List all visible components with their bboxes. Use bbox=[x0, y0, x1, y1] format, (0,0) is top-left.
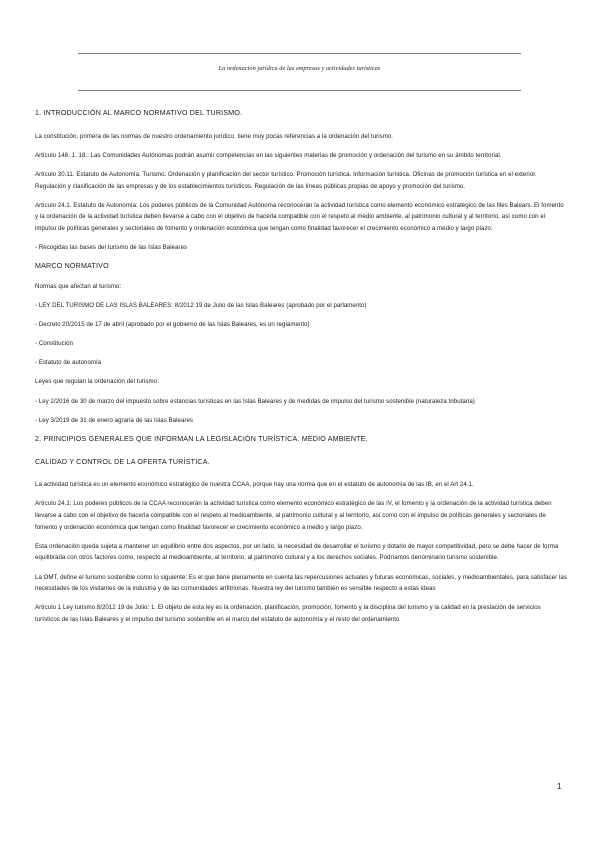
list-item: - Ley 3/2019 de 31 de enero agraria de las Islas Baleares bbox=[35, 416, 194, 424]
section-2-heading: 2. PRINCIPIOS GENERALES QUE INFORMAN LA LEGISLACIÓN TURÍSTICA. MEDIO AMBIENTE, bbox=[35, 435, 368, 443]
paragraph: Artículo 24.1: Los poderes públicos de la CCAA reconocerán la actividad turística como elemento económico estratégico de las IV, el fomento y la ordenación de la actividad turística deben llevarse a cabo con el objetivo de hacerla compatible con el respeto al medioambiente, al patrimonio cultural y al territorio, así como con el impulso de políticas generales y sectoriales de fomento y ordenación económica que tengan como finalidad favorecer el crecimiento económico a medio y largo plazo. bbox=[35, 500, 552, 531]
paragraph: Artículo 30.11. Estatuto de Autonomía: Turismo. Ordenación y planificación del sector turístico. Promoción turística. Información turística. Oficinas de promoción turística en el exterior. Regulación y clasificación de las empresas y de los establecimientos turísticos. Regulación de las líneas públicas propias de apoyo y promoción del turismo. bbox=[35, 170, 537, 190]
list-item: - Estatuto de autonomía bbox=[35, 359, 102, 367]
header-top-rule bbox=[78, 53, 521, 54]
paragraph: Esta ordenación queda sujeta a mantener un equilibrio entre dos aspectos, por un lado, la necesidad de desarrollar el turismo y dotarlo de mayor competitividad, pero se debe hacer de forma equilibrada con otros factores como, respecto al medioambiente, al territorio, al patrimonio cultural y a los derechos sociales. Podríamos denominarlo turismo sostenible. bbox=[35, 542, 559, 562]
list-intro: Leyes que regulan la ordenación del turismo: bbox=[35, 378, 159, 386]
list-item: - Decreto 20/2015 de 17 de abril (aprobado por el gobierno de las Islas Baleares, es un reglamento) bbox=[35, 320, 310, 328]
section-1-heading: 1. INTRODUCCIÓN AL MARCO NORMATIVO DEL TURISMO. bbox=[35, 109, 243, 117]
paragraph: La constitución, primera de las normas de nuestro ordenamiento jurídico, tiene muy pocas referencias a la ordenación del turismo. bbox=[35, 132, 394, 140]
marco-heading: MARCO NORMATIVO bbox=[35, 262, 109, 271]
paragraph: La OMT, define el turismo sostenible como lo siguiente: Es el que tiene plenamente en cuenta las repercusiones actuales y futuras económicas, sociales, y medioambientales, para satisfacer las necesidades de los visitantes de la industria y de las comunidades anfitrionas. Nuestra ley del turismo también es sensible respecto a estas ideas bbox=[35, 573, 567, 593]
paragraph: Artículo 1 Ley turismo 8/2012 19 de Julio: 1. El objeto de esta ley es la ordenación, planificación, promoción, fomento y la disciplina del turismo y la calidad en la prestación de servicios turísticos de las Islas Baleares y el impulso del turismo sostenible en el marco del estatuto de autonomía y el resto del ordenamiento bbox=[35, 604, 541, 623]
page-body bbox=[35, 108, 567, 633]
paragraph: La actividad turística es un elemento económico estratégico de nuestra CCAA, porque hay una norma que en el estatuto de autonomía de las IB, en el Art 24.1. bbox=[35, 481, 474, 489]
paragraph: Artículo 24.1. Estatuto de Autonomía: Los poderes públicos de la Comunidad Autónoma reconocerán la actividad turística como elemento económico estratégico de las Illes Balears. El fomento y la ordenación de la actividad turística deben llevarse a cabo con el objetivo de hacerla compatible con el respeto al medio ambiente, al patrimonio cultural y al territorio, así como con el impulso de políticas generales y sectoriales de fomento y ordenación económica que tengan como finalidad favorecer el crecimiento económico a medio y largo plazo. bbox=[35, 201, 564, 232]
list-item: - Ley 2/2016 de 30 de marzo del impuesto sobre estancias turísticas en las Islas Baleares y de medidas de impulso del turismo sostenible (naturaleza tributaria) bbox=[35, 397, 475, 405]
page-number: 1 bbox=[557, 782, 562, 791]
list-intro: Normas que afectan al turismo: bbox=[35, 282, 122, 290]
section-2-heading-continued: CALIDAD Y CONTROL DE LA OFERTA TURÍSTICA. bbox=[35, 457, 210, 466]
list-item: - Constitución bbox=[35, 340, 73, 348]
paragraph: Artículo 148. 1. 18.: Las Comunidades Autónomas podrán asumir competencias en las siguientes materias de promoción y ordenación del turismo en su ámbito territorial. bbox=[35, 151, 502, 159]
running-header: La ordenación jurídica de las empresas y actividades turísticas bbox=[218, 65, 381, 72]
header-bottom-rule bbox=[78, 90, 521, 91]
list-item: - LEY DEL TURISMO DE LAS ISLAS BALEARES: 8/2012 19 de Julio de las Islas Baleares (aprobado por el parlamento) bbox=[35, 301, 367, 309]
paragraph: - Recogidas las bases del turismo de las Islas Baleares bbox=[35, 244, 188, 252]
